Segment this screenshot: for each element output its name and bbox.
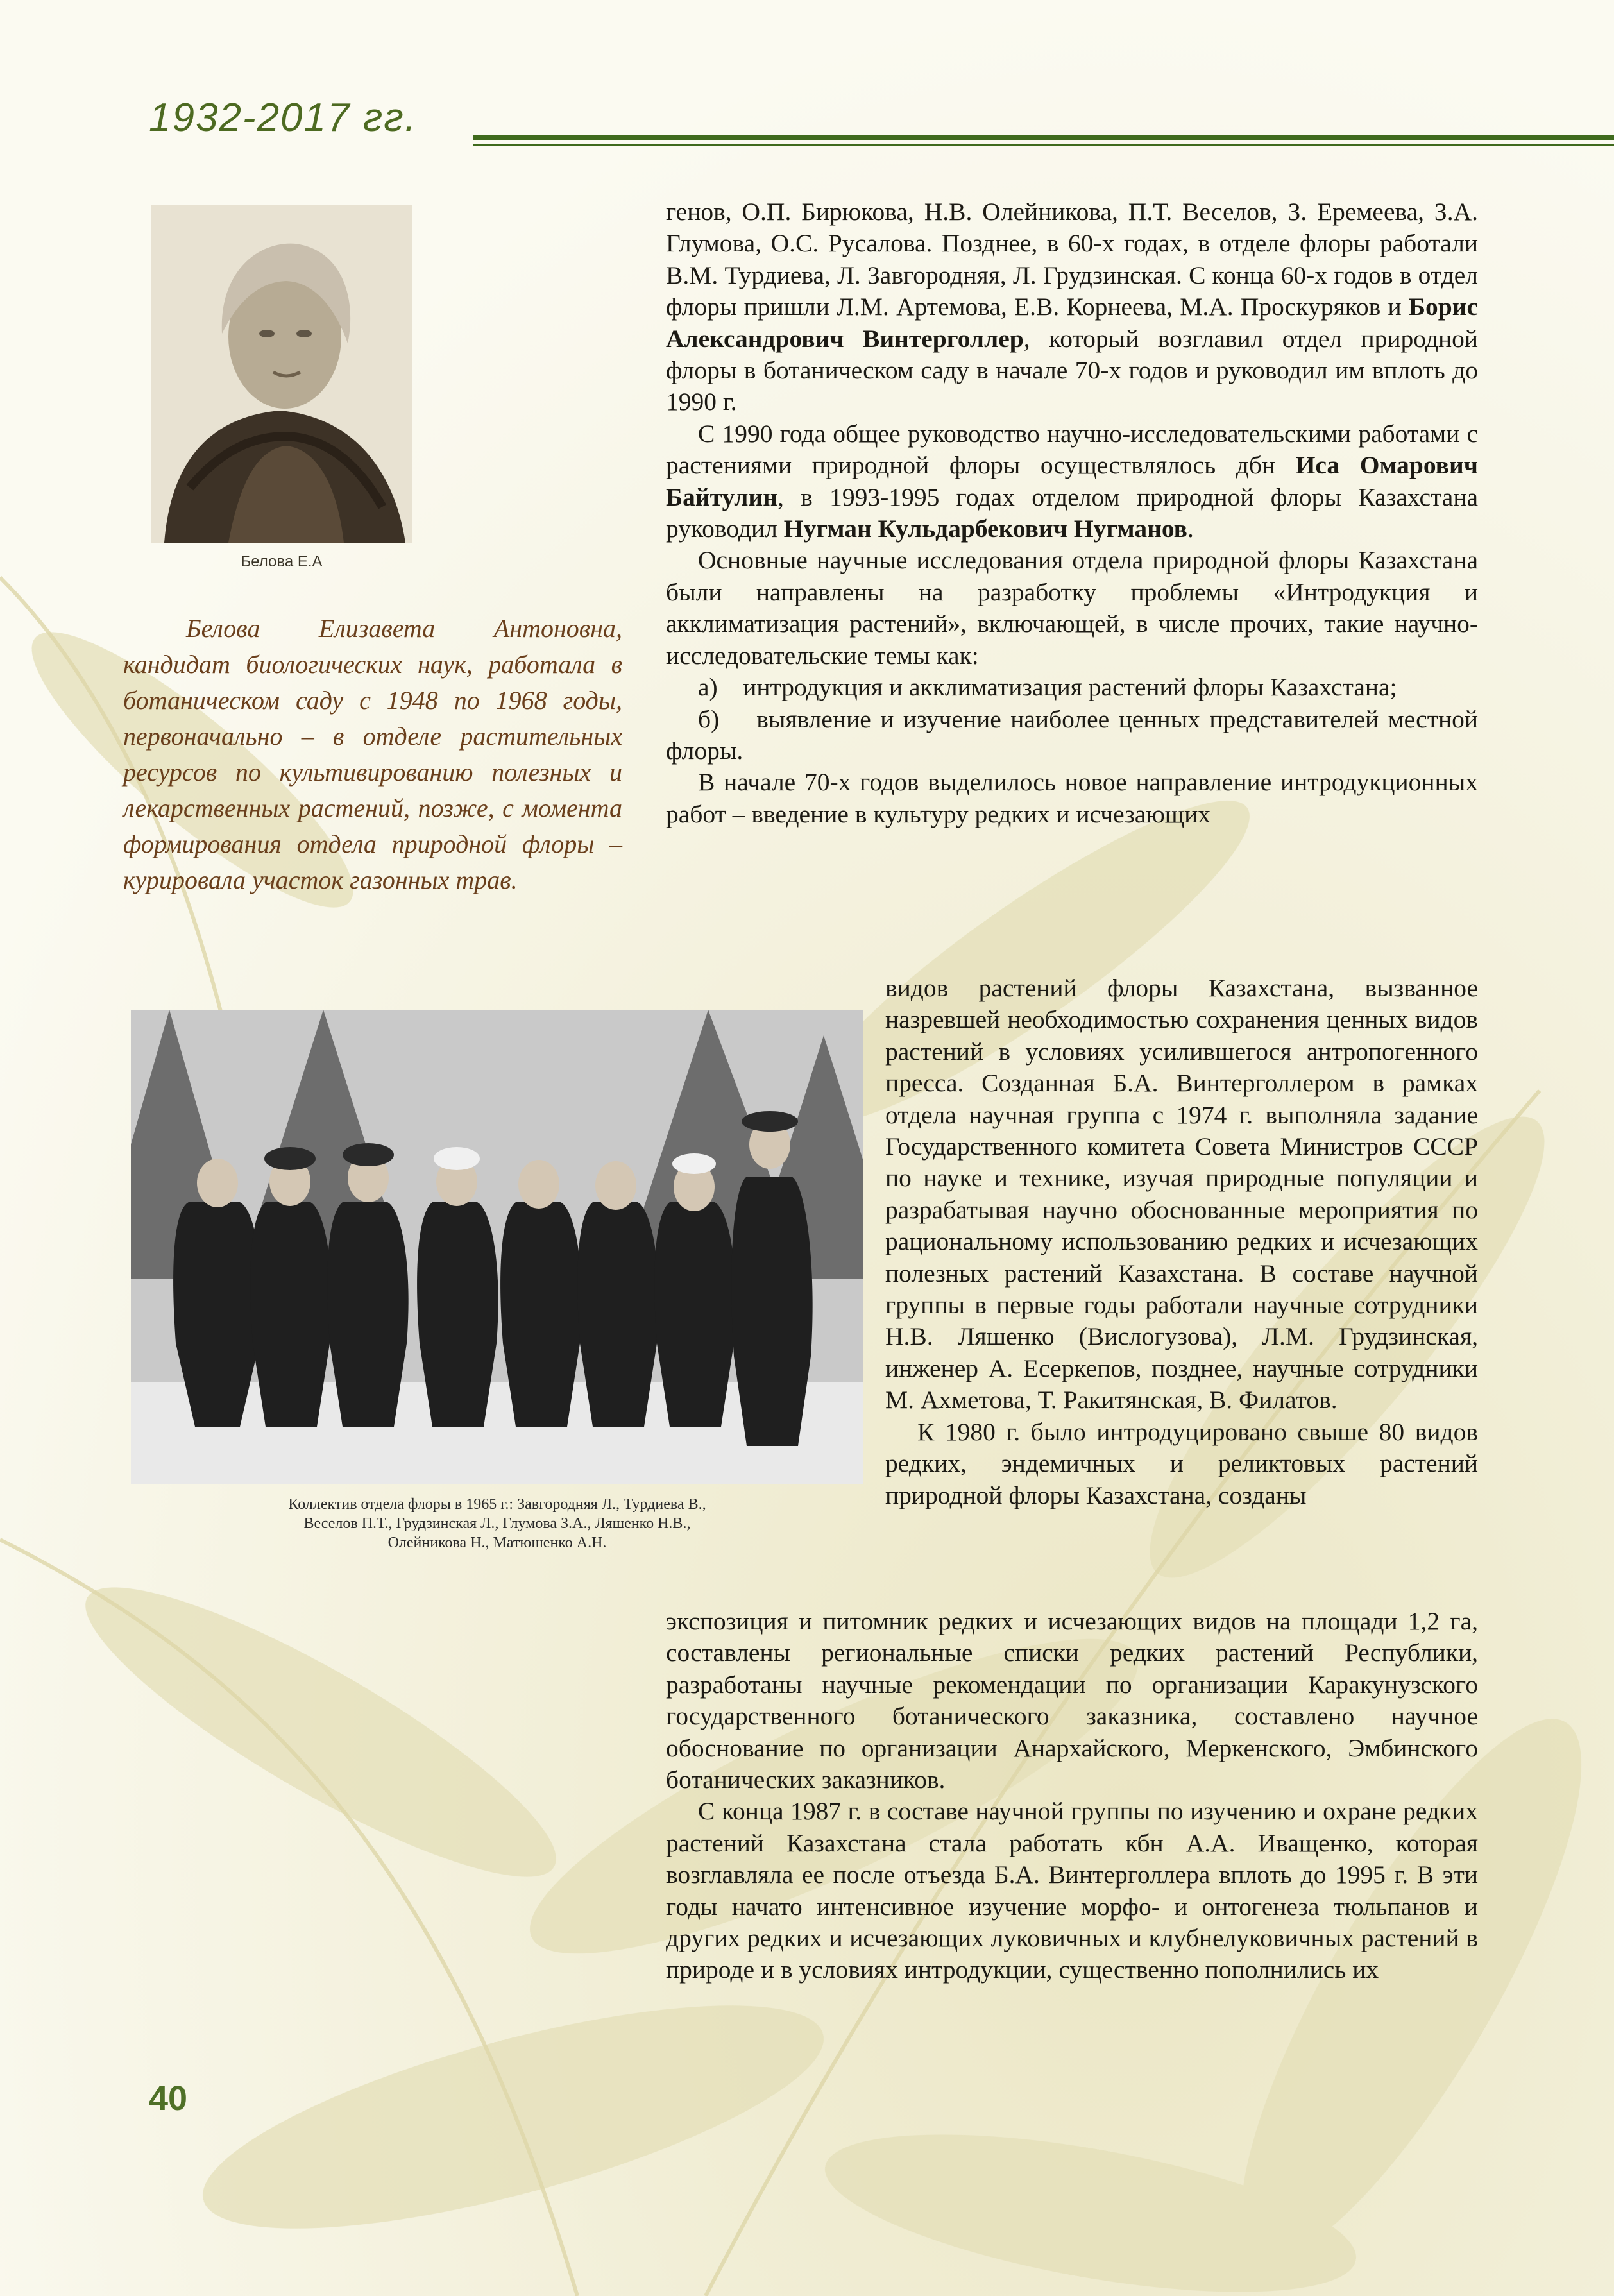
paragraph [885,1416,1478,1511]
text-run: Основные научные исследования отдела природной флоры Казахстана были направлены на разработку проблемы «Интродукция и акклиматизация растений», включающей, в числе прочих, такие научно-исследовательские темы как: [666,546,1478,670]
header-rule-thin [473,144,1614,146]
paragraph [885,973,1478,1416]
text-run: генов, О.П. Бирюкова, Н.В. Олейникова, П.Т. Веселов, З. Еремеева, З.А. Глумова, О.С. Русалова. Позднее, в 60-х годах, в отделе флоры работали В.М. Турдиева, Л. Завгородняя, Л. Грудзинская. С конца 60-х годов в отдел флоры пришли Л.М. Артемова, Е.В. Корнеева, М.А. Проскуряков и [666,198,1478,321]
text-run: С 1990 года общее руководство научно-исследовательскими работами с растениями природной флоры осуществлялось дбн [666,419,1478,480]
text-run: видов растений флоры Казахстана, вызванное назревшей необходимостью сохранения ценных видов растений в условиях усилившегося антропогенного пресса. Созданная Б.А. Винтерголлером в рамках отдела научная группа с 1974 г. выполняла задание Государственного комитета Совета Министров СССР по науке и технике, изучая природные популяции и разрабатывая научно обоснованные мероприятия по рациональному использованию редких и исчезающих полезных растений Казахстана. В составе научной группы в первые годы работали научные сотрудники Н.В. Ляшенко (Вислогузова), Л.М. Грудзинская, инженер А. Есеркепов, позднее, научные сотрудники М. Ахметова, Т. Ракитянская, В. Филатов. [885,974,1478,1415]
portrait-caption: Белова Е.А [241,553,323,570]
person-name: Иса Омарович Байтулин [666,451,1478,511]
list-marker: б) [698,704,720,733]
group-photo [131,1010,863,1484]
text-run: К 1980 г. было интродуцировано свыше 80 видов редких, эндемичных и реликтовых растений природной флоры Казахстана, созданы [885,1417,1478,1509]
text-run: , в 1993-1995 годах отделом природной флоры Казахстана руководил [666,482,1478,543]
text-run: экспозиция и питомник редких и исчезающих видов на площади 1,2 га, составлены региональные списки редких растений Республики, разработаны научные рекомендации по организации Каракунузского государственного ботанического заказника, составлено научное обоснование по организации Анархайского, Меркенского, Эмбинского ботанических заказников. [666,1607,1478,1794]
text-run: , который возглавил отдел природной флоры в ботаническом саду в начале 70-х годов и руководил им вплоть до 1990 г. [666,324,1478,416]
body-text-top [666,196,1478,830]
caption-line: Олейникова Н., Матюшенко А.Н. [387,1535,607,1551]
header-year-range: 1932-2017 гг. [149,96,418,140]
paragraph [666,767,1478,830]
paragraph [666,545,1478,672]
header-rule [473,135,1614,140]
text-run: . [1187,514,1194,543]
group-photo-caption [192,1495,802,1552]
body-text-bottom [666,1606,1478,1986]
caption-line: Веселов П.Т., Грудзинская Л., Глумова З.А., Ляшенко Н.В., [303,1515,691,1532]
list-item [666,704,1478,767]
list-marker: а) [698,673,718,702]
text-run: С конца 1987 г. в составе научной группы по изучению и охране редких растений Казахстана стала работать кбн А.А. Иващенко, которая возглавляла ее после отъезда Б.А. Винтерголлера вплоть до 1995 г. В эти годы начато интенсивное изучение морфо- и онтогенеза тюльпанов и других редких и исчезающих луковичных и клубнелуковичных растений в природе и в условиях интродукции, существенно пополнились их [666,1797,1478,1984]
paragraph [666,1796,1478,1986]
paragraph [666,196,1478,418]
person-name: Борис Александрович Винтерголлер [666,293,1478,353]
paragraph [666,1606,1478,1796]
person-name: Нугман Кульдарбекович Нугманов [783,514,1187,543]
list-item [666,672,1478,703]
paragraph [666,418,1478,545]
page-number: 40 [149,2079,188,2118]
text-run: интродукция и акклиматизация растений флоры Казахстана; [743,673,1397,702]
text-run: В начале 70-х годов выделилось новое направление интродукционных работ – введение в культуру редких и исчезающих [666,768,1478,828]
body-text-middle [885,973,1478,1511]
text-run: выявление и изучение наиболее ценных представителей местной флоры. [666,704,1478,765]
portrait-photo [151,205,412,543]
caption-line: Коллектив отдела флоры в 1965 г.: Завгородняя Л., Турдиева В., [288,1496,706,1513]
bio-text: Белова Елизавета Антоновна, кандидат биологических наук, работала в ботаническом саду с 1948 по 1968 годы, первоначально – в отделе растительных ресурсов по культивированию полезных и лекарственных растений, позже, с момента формирования отдела природной флоры – курировала участок газонных трав. [123,614,622,894]
